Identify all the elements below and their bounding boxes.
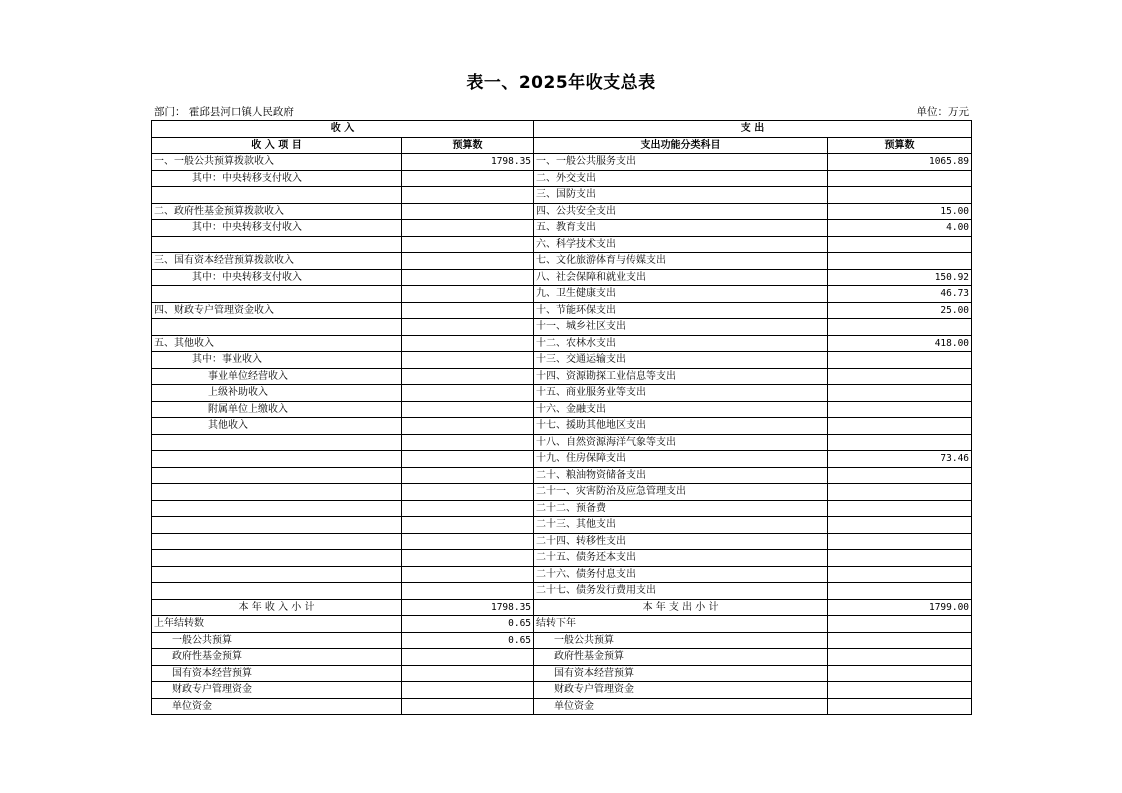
table-row xyxy=(152,236,972,253)
income-section-header: 收 入 xyxy=(152,121,534,138)
carry-expense-value-cell xyxy=(828,665,972,682)
income-value-cell xyxy=(402,335,534,352)
table-row xyxy=(152,550,972,567)
carry-row xyxy=(152,616,972,633)
income-value-cell xyxy=(402,451,534,468)
income-item-cell: 一、一般公共预算拨款收入 xyxy=(152,154,402,171)
income-item-cell: 四、财政专户管理资金收入 xyxy=(152,302,402,319)
expense-budget-header: 预算数 xyxy=(828,137,972,154)
income-value-cell xyxy=(402,302,534,319)
expense-value-cell xyxy=(828,566,972,583)
income-value-cell xyxy=(402,203,534,220)
expense-value-cell: 150.92 xyxy=(828,269,972,286)
expense-item-cell: 十九、住房保障支出 xyxy=(534,451,828,468)
expense-value-cell xyxy=(828,467,972,484)
table-row xyxy=(152,467,972,484)
expense-item-cell: 十二、农林水支出 xyxy=(534,335,828,352)
expense-item-cell: 一、一般公共服务支出 xyxy=(534,154,828,171)
income-value-cell xyxy=(402,187,534,204)
income-item-cell: 三、国有资本经营预算拨款收入 xyxy=(152,253,402,270)
table-row xyxy=(152,484,972,501)
expense-item-cell: 十五、商业服务业等支出 xyxy=(534,385,828,402)
income-item-cell xyxy=(152,467,402,484)
expense-value-cell xyxy=(828,550,972,567)
income-value-cell xyxy=(402,500,534,517)
header-row-columns xyxy=(152,137,972,154)
income-item-header: 收 入 项 目 xyxy=(152,137,402,154)
income-value-cell xyxy=(402,385,534,402)
table-row xyxy=(152,451,972,468)
table-row xyxy=(152,335,972,352)
income-value-cell xyxy=(402,286,534,303)
expense-value-cell xyxy=(828,368,972,385)
table-row xyxy=(152,269,972,286)
carry-income-item-cell: 单位资金 xyxy=(152,698,402,715)
income-value-cell xyxy=(402,401,534,418)
expense-item-cell: 六、科学技术支出 xyxy=(534,236,828,253)
income-item-cell: 其中：中央转移支付收入 xyxy=(152,269,402,286)
income-value-cell xyxy=(402,368,534,385)
income-item-cell xyxy=(152,286,402,303)
carry-expense-item-cell: 一般公共预算 xyxy=(534,632,828,649)
carry-income-value-cell: 0.65 xyxy=(402,616,534,633)
carry-row xyxy=(152,698,972,715)
table-row xyxy=(152,286,972,303)
income-item-cell: 二、政府性基金预算拨款收入 xyxy=(152,203,402,220)
income-item-cell xyxy=(152,517,402,534)
expense-item-cell: 二十三、其他支出 xyxy=(534,517,828,534)
carry-income-value-cell xyxy=(402,665,534,682)
table-row xyxy=(152,170,972,187)
income-item-cell: 事业单位经营收入 xyxy=(152,368,402,385)
header-row-top xyxy=(152,121,972,138)
table-row xyxy=(152,302,972,319)
income-value-cell xyxy=(402,566,534,583)
income-value-cell xyxy=(402,583,534,600)
expense-item-cell: 二十一、灾害防治及应急管理支出 xyxy=(534,484,828,501)
expense-subtotal-label: 本 年 支 出 小 计 xyxy=(534,599,828,616)
table-row xyxy=(152,319,972,336)
expense-item-cell: 十七、援助其他地区支出 xyxy=(534,418,828,435)
income-value-cell xyxy=(402,517,534,534)
expense-item-cell: 四、公共安全支出 xyxy=(534,203,828,220)
income-subtotal-value: 1798.35 xyxy=(402,599,534,616)
table-row xyxy=(152,187,972,204)
expense-item-cell: 五、教育支出 xyxy=(534,220,828,237)
income-value-cell xyxy=(402,434,534,451)
expense-item-cell: 十八、自然资源海洋气象等支出 xyxy=(534,434,828,451)
expense-value-cell xyxy=(828,434,972,451)
income-value-cell xyxy=(402,319,534,336)
table-row xyxy=(152,368,972,385)
income-value-cell: 1798.35 xyxy=(402,154,534,171)
income-value-cell xyxy=(402,352,534,369)
table-row xyxy=(152,401,972,418)
expense-section-header: 支 出 xyxy=(534,121,972,138)
expense-value-cell xyxy=(828,533,972,550)
income-subtotal-label: 本 年 收 入 小 计 xyxy=(152,599,402,616)
expense-value-cell xyxy=(828,236,972,253)
expense-item-cell: 二十、粮油物资储备支出 xyxy=(534,467,828,484)
income-item-cell: 其他收入 xyxy=(152,418,402,435)
subtotal-row xyxy=(152,599,972,616)
table-row xyxy=(152,566,972,583)
carry-income-value-cell xyxy=(402,698,534,715)
carry-expense-item-cell: 结转下年 xyxy=(534,616,828,633)
unit-label: 单位：万元 xyxy=(916,106,969,118)
carry-row xyxy=(152,682,972,699)
carry-income-item-cell: 上年结转数 xyxy=(152,616,402,633)
expense-subtotal-value: 1799.00 xyxy=(828,599,972,616)
expense-item-cell: 十一、城乡社区支出 xyxy=(534,319,828,336)
budget-table xyxy=(151,120,972,715)
income-item-cell xyxy=(152,451,402,468)
expense-item-cell: 二十七、债务发行费用支出 xyxy=(534,583,828,600)
expense-value-cell: 4.00 xyxy=(828,220,972,237)
income-item-cell: 其中：中央转移支付收入 xyxy=(152,170,402,187)
expense-item-cell: 七、文化旅游体育与传媒支出 xyxy=(534,253,828,270)
carry-expense-value-cell xyxy=(828,649,972,666)
expense-item-cell: 二十六、债务付息支出 xyxy=(534,566,828,583)
expense-value-cell: 46.73 xyxy=(828,286,972,303)
carry-income-item-cell: 财政专户管理资金 xyxy=(152,682,402,699)
carry-income-item-cell: 一般公共预算 xyxy=(152,632,402,649)
expense-value-cell xyxy=(828,401,972,418)
expense-value-cell xyxy=(828,170,972,187)
expense-value-cell: 73.46 xyxy=(828,451,972,468)
income-item-cell: 其中：中央转移支付收入 xyxy=(152,220,402,237)
expense-item-cell: 十、节能环保支出 xyxy=(534,302,828,319)
table-row xyxy=(152,418,972,435)
expense-value-cell xyxy=(828,187,972,204)
income-item-cell xyxy=(152,550,402,567)
page-title: 表一、2025年收支总表 xyxy=(466,73,656,93)
carry-expense-item-cell: 单位资金 xyxy=(534,698,828,715)
income-item-cell xyxy=(152,319,402,336)
carry-expense-value-cell xyxy=(828,616,972,633)
expense-item-cell: 二、外交支出 xyxy=(534,170,828,187)
income-value-cell xyxy=(402,269,534,286)
carry-expense-value-cell xyxy=(828,632,972,649)
income-value-cell xyxy=(402,467,534,484)
carry-income-value-cell: 0.65 xyxy=(402,632,534,649)
expense-item-header: 支出功能分类科目 xyxy=(534,137,828,154)
expense-value-cell xyxy=(828,385,972,402)
carry-income-item-cell: 政府性基金预算 xyxy=(152,649,402,666)
carry-income-value-cell xyxy=(402,682,534,699)
income-item-cell: 附属单位上缴收入 xyxy=(152,401,402,418)
income-value-cell xyxy=(402,550,534,567)
income-item-cell xyxy=(152,500,402,517)
expense-value-cell xyxy=(828,484,972,501)
carry-row xyxy=(152,632,972,649)
income-value-cell xyxy=(402,220,534,237)
income-value-cell xyxy=(402,533,534,550)
expense-item-cell: 九、卫生健康支出 xyxy=(534,286,828,303)
income-budget-header: 预算数 xyxy=(402,137,534,154)
expense-value-cell xyxy=(828,500,972,517)
table-row xyxy=(152,434,972,451)
expense-item-cell: 二十五、债务还本支出 xyxy=(534,550,828,567)
carry-row xyxy=(152,665,972,682)
income-item-cell: 上级补助收入 xyxy=(152,385,402,402)
income-value-cell xyxy=(402,418,534,435)
table-row xyxy=(152,385,972,402)
table-row xyxy=(152,154,972,171)
table-row xyxy=(152,533,972,550)
income-item-cell xyxy=(152,533,402,550)
expense-value-cell: 1065.89 xyxy=(828,154,972,171)
expense-item-cell: 三、国防支出 xyxy=(534,187,828,204)
carry-income-value-cell xyxy=(402,649,534,666)
carry-expense-item-cell: 财政专户管理资金 xyxy=(534,682,828,699)
carry-expense-item-cell: 国有资本经营预算 xyxy=(534,665,828,682)
income-item-cell xyxy=(152,484,402,501)
table-row xyxy=(152,517,972,534)
carry-income-item-cell: 国有资本经营预算 xyxy=(152,665,402,682)
carry-expense-value-cell xyxy=(828,698,972,715)
expense-item-cell: 十六、金融支出 xyxy=(534,401,828,418)
carry-row xyxy=(152,649,972,666)
table-row xyxy=(152,500,972,517)
expense-value-cell: 25.00 xyxy=(828,302,972,319)
expense-value-cell xyxy=(828,418,972,435)
expense-item-cell: 十三、交通运输支出 xyxy=(534,352,828,369)
table-row xyxy=(152,352,972,369)
expense-value-cell xyxy=(828,352,972,369)
expense-value-cell: 15.00 xyxy=(828,203,972,220)
income-item-cell xyxy=(152,566,402,583)
expense-value-cell xyxy=(828,319,972,336)
income-item-cell xyxy=(152,434,402,451)
table-row xyxy=(152,220,972,237)
income-item-cell xyxy=(152,187,402,204)
income-value-cell xyxy=(402,236,534,253)
carry-expense-value-cell xyxy=(828,682,972,699)
table-row xyxy=(152,203,972,220)
expense-item-cell: 十四、资源勘探工业信息等支出 xyxy=(534,368,828,385)
table-row xyxy=(152,583,972,600)
expense-item-cell: 二十二、预备费 xyxy=(534,500,828,517)
income-item-cell xyxy=(152,583,402,600)
income-value-cell xyxy=(402,253,534,270)
expense-item-cell: 二十四、转移性支出 xyxy=(534,533,828,550)
income-item-cell: 其中：事业收入 xyxy=(152,352,402,369)
expense-value-cell xyxy=(828,517,972,534)
expense-value-cell xyxy=(828,583,972,600)
income-item-cell xyxy=(152,236,402,253)
income-item-cell: 五、其他收入 xyxy=(152,335,402,352)
table-row xyxy=(152,253,972,270)
department-label: 部门： 霍邱县河口镇人民政府 xyxy=(154,106,294,118)
income-value-cell xyxy=(402,484,534,501)
expense-value-cell: 418.00 xyxy=(828,335,972,352)
expense-item-cell: 八、社会保障和就业支出 xyxy=(534,269,828,286)
expense-value-cell xyxy=(828,253,972,270)
carry-expense-item-cell: 政府性基金预算 xyxy=(534,649,828,666)
income-value-cell xyxy=(402,170,534,187)
